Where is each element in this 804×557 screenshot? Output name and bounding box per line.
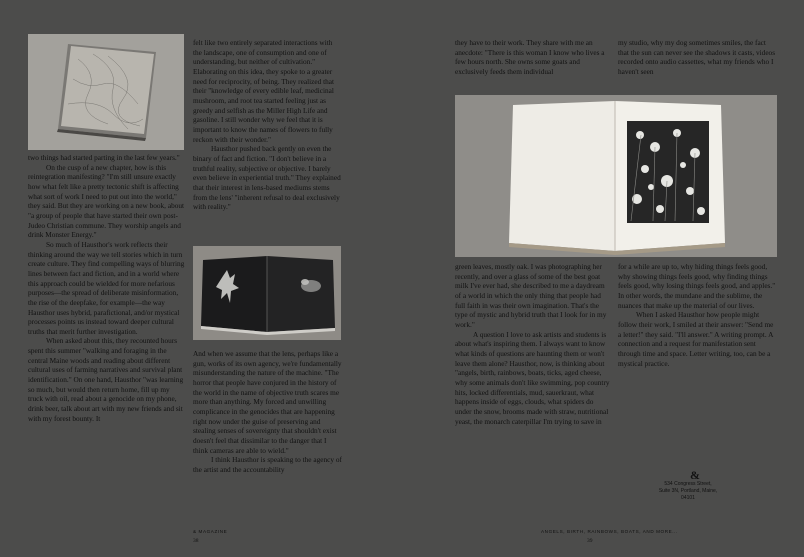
page-number-right: 39 xyxy=(587,538,593,544)
closed-book-photo xyxy=(28,34,184,150)
col1-para-1: two things had started parting in the last few years." xyxy=(28,153,180,162)
col4-para-3: When I asked Hausthor how people might follow their work, I smiled at their answer: "Send me a letter!" they said. "I'll answer." A writing prompt. A connection and a request for manifestation sent through time and space. Letter writing, too, can be a mystical practice. xyxy=(618,310,774,368)
col2-para-2: Hausthor pushed back gently on even the binary of fact and fiction. "I don't believe in a truthful reality, subjective or objective. I barely even believe in experiential truth." They explained that their interest in lens-based mediums stems from the lens' "inherent refusal to deal exclusively with reality." xyxy=(193,144,341,212)
col2-para-3: And when we assume that the lens, perhaps like a gun, works of its own agency, we're fundamentally misunderstanding the nature of the machine. "The horror that people have conjured in the history of the world in the name of objective truth scares me more than anything. My forced and unwilling complicance in the genocides that are happening right now under the guise of preserving and stealing senses of sovereignty that shouldn't exist doesn't feel that dissimilar to the danger that I think cameras are able to wield." xyxy=(193,349,342,455)
signoff-address xyxy=(648,481,728,502)
open-flower-book-photo xyxy=(455,95,777,257)
open-dark-book-photo xyxy=(193,246,341,340)
column-4-bottom xyxy=(618,262,778,368)
col3-para-2: green leaves, mostly oak. I was photographing her recently, and over a glass of some of the best goat milk I've ever had, she described to me a daydream of a world in which the only thing that people had full faith in was their own imagination. That's the type of mystic and hybrid truth that I look for in my work." xyxy=(455,262,607,329)
column-3-bottom xyxy=(455,262,610,426)
col2-para-4: I think Hausthor is speaking to the agency of the artist and the accountability xyxy=(193,455,342,474)
address-line-1: 534 Congress Street, xyxy=(664,481,712,487)
col4-para-2: for a while are up to, why hiding things feels good, why showing things feels good, why finding things feels good, why losing things feels good, and apples." In other words, the mundane and the sublime, the nuances that make up the material of our lives. xyxy=(618,262,776,310)
column-3-top xyxy=(455,38,610,77)
col1-para-2: On the cusp of a new chapter, how is this reintegration manifesting? "I'm still unsure exactly how what felt like a pretty tectonic shift is affecting what sort of work I need to put out into the world," they said. But they are working on a new book, about "a group of people that have started their own post-Judeo Christian commune. They worship angels and drink Monster Energy." xyxy=(28,162,185,240)
column-2-top xyxy=(193,38,343,212)
column-1 xyxy=(28,153,185,423)
col1-para-4: When asked about this, they recounted hours spent this summer "walking and foraging in the central Maine woods and reading about different cultural uses of farming narratives and survival plant identification." On one hand, Hausthor "was learning so much, but would then return home, fill up my truck with oil, read about a genocide on my phone, drink beer, talk about art with my new friends and sit with my forest bounty. It xyxy=(28,336,184,423)
column-2-bottom xyxy=(193,349,343,475)
col3-para-3: A question I love to ask artists and students is about what's inspiring them. I always want to know what kinds of questions are haunting them or won't leave them alone? Hausthor, now, is thinking about "angels, birth, rainbows, boats, ticks, aged cheese, why some animals don't like swimming, pop country hits, locked differentials, mud, sauerkraut, what happens inside of eggs, clouds, what spiders do under the snow, brooms made with straw, nutritional yeast, the monarch caterpillar I'm trying to save in xyxy=(455,329,610,426)
open-dark-book-illustration xyxy=(193,246,341,340)
col4-para-1: my studio, why my dog sometimes smiles, the fact that the sun can never see the shadows it casts, videos recorded onto audio cassettes, what my friends who I haven't seen xyxy=(618,38,776,76)
col3-para-1: they have to their work. They share with me an anecdote: "There is this woman I know who lives a few hours north. She owns some goats and exclusively feeds them individual xyxy=(455,38,605,76)
address-line-2: Suite 3N, Portland, Maine, xyxy=(658,488,718,494)
column-4-top xyxy=(618,38,778,77)
open-flower-book-illustration xyxy=(455,95,777,257)
col2-para-1: felt like two entirely separated interactions with the landscape, one of consumption and one of understanding, but neither of cultivation." Elaborating on this idea, they spoke to a greater need for reciprocity, of being. They realized that their "knowledge of every edible leaf, medicinal mushroom, and root tea started feeling just as greedy and selfish as the Miller High Life and gasoline. I still wonder why we feel that it is important to know the names of flowers to fully reckon with their wonder." xyxy=(193,38,335,144)
col1-para-3: So much of Hausthor's work reflects their thinking around the way we tell stories which in turn create culture. They find compelling ways of blurring lines between fact and fiction, and in a world where this approach could be wielded for more nefarious purposes—the spread of deliberate misinformation, the rise of the deepfake, for example—the way Hausthor uses hybrid, parafictional, and/or mystical processes points us instead toward deeper cultural truths that merit further investigation. xyxy=(28,239,185,336)
closed-book-illustration xyxy=(28,34,184,150)
address-line-3: 04101 xyxy=(681,495,695,501)
footer-right-label: ANGELS, BIRTH, RAINBOWS, BOATS, AND MORE... xyxy=(541,529,678,534)
footer-left-label: & MAGAZINE xyxy=(193,529,228,534)
signoff-ampersand: & xyxy=(690,468,700,482)
page-number-left: 38 xyxy=(193,538,199,544)
